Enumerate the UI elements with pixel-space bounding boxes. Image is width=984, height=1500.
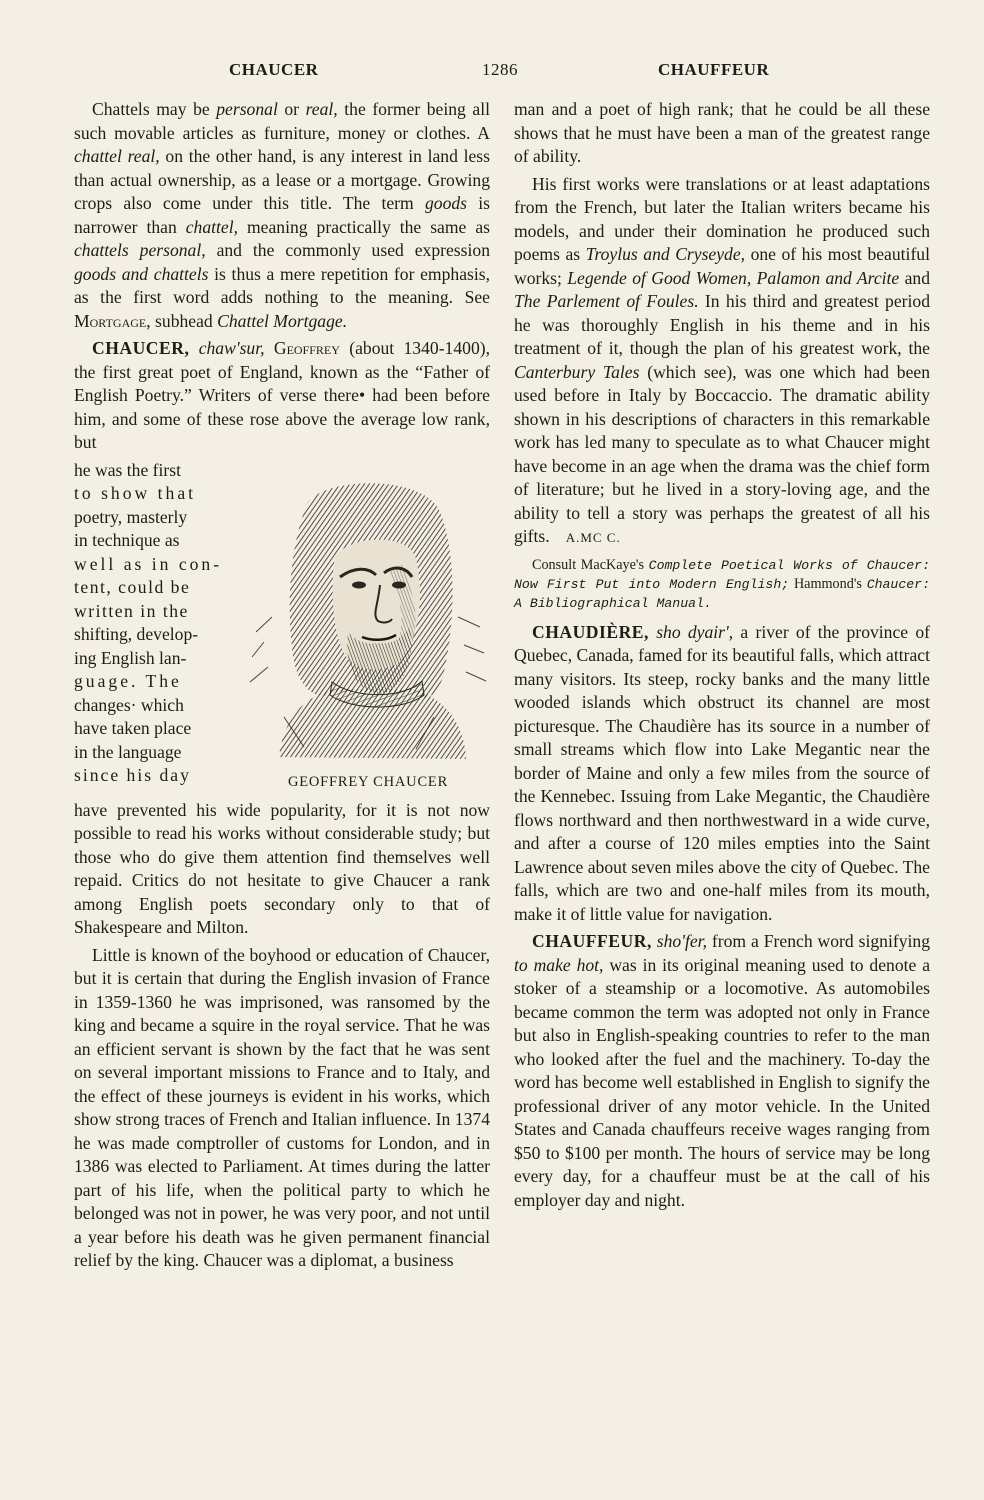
wrapped-text: he was the first to show that poetry, masterly in technique as well as in con- tent, could be written in the shifting, develop- ing English lan- guage. The changes· which have taken place in the language since his day (74, 459, 223, 785)
headword-chaudiere: CHAUDIÈRE, (532, 621, 649, 642)
header-right-guideword: CHAUFFEUR (658, 60, 770, 79)
chauffeur-entry: CHAUFFEUR, sho'fer, from a French word signifying to make hot, was in its original meaning used to denote a stoker of a steamship or a locomotive. As automobiles became common the term was adopted not only in France but also in English-speaking countries to refer to the man who looked after the fuel and the machinery. To-day the word has become well established in English to signify the professional driver of any motor vehicle. In the United States and Canada chauffeurs receive wages ranging from $50 to $100 per month. The hours of service may be long every day, for a chauffeur must be at the call of his employer day and night. (514, 931, 930, 1210)
headword-chauffeur: CHAUFFEUR, (532, 931, 652, 951)
chaucer-portrait-engraving (244, 467, 492, 767)
left-column (74, 98, 490, 1277)
page-number: 1286 (482, 60, 518, 79)
author-signature: A.MC C. (565, 530, 621, 545)
headword-chaucer: CHAUCER, (92, 338, 190, 358)
chaucer-entry-continuation: have prevented his wide popularity, for it is not now possible to read his works without considerable study; but those who do give them attention find themselves well repaid. Critics do not hesitate to give Chaucer a rank among English poets secondary only to that of Shakespeare and Milton. (74, 799, 490, 937)
consult-references: Consult MacKaye's Complete Poetical Works of Chaucer: Now First Put into Modern English; Hammond's Chaucer: A Bibliographical Manual. (514, 556, 931, 611)
chaucer-continuation-top: man and a poet of high rank; that he could be all these shows that he must have been a man of the greatest range of ability. (514, 99, 930, 166)
chaucer-portrait-figure (242, 463, 494, 799)
chaudiere-entry: CHAUDIÈRE, sho dyair', a river of the province of Quebec, Canada, famed for its beautiful falls, which attract many visitors. Its steep, rocky banks and the many little wooded islands which obstruct its channel are most picturesque. The Chaudière has its source in a number of small streams which flow into Lake Megantic near the border of Maine and only a few miles from the source of the Kennebec. Issuing from Lake Megantic, the Chaudière flows northward and then northwestward in a wide curve, and after a course of 120 miles empties into the Saint Lawrence about seven miles above the city of Quebec. The falls, which are two and one-half miles from its mouth, make it of little value for navigation. (514, 621, 930, 924)
right-column (514, 98, 930, 1216)
chaucer-entry-intro: CHAUCER, chaw'sur, Geoffrey (about 1340-1400), the first great poet of England, known as the “Father of English Poetry.” Writers of verse there• had been before him, and some of these rose above the average low rank, but (74, 338, 490, 452)
chattels-paragraph: Chattels may be personal or real, the former being all such movable articles as furniture, money or clothes. A chattel real, on the other hand, is any interest in land less than actual ownership, as a lease or a mortgage. Growing crops also come under this title. The term goods is narrower than chattel, meaning practically the same as chattels personal, and the commonly used expression goods and chattels is thus a mere repetition for emphasis, as the first word adds nothing to the meaning. See Mortgage, subhead Chattel Mortgage. (74, 99, 490, 331)
header-left-guideword: CHAUCER (229, 60, 319, 79)
chaucer-boyhood-paragraph: Little is known of the boyhood or education of Chaucer, but it is certain that during the English invasion of France in 1359-1360 he was imprisoned, was ransomed by the king and became a squire in the royal service. That he was an efficient servant is shown by the fact that he was sent on several important missions to France and to Italy, and the effect of these journeys is evident in his works, which show strong traces of French and Italian influence. In 1374 he was made comptroller of customs for London, and in 1386 was elected to Parliament. At times during the latter part of his life, when the political party to which he belonged was not in power, he was very poor, and not until a year before his death was he given permanent financial relief by the king. Chaucer was a diplomat, a business (74, 944, 490, 1270)
figure-caption: GEOFFREY CHAUCER (287, 773, 449, 790)
chaucer-works-paragraph: His first works were translations or at least adaptations from the French, but later the Italian writers became his models, and under their domination he produced such poems as Troylus and Cryseyde, one of his most beautiful works; Legende of Good Women, Palamon and Arcite and The Parlement of Foules. In his third and greatest period he was thoroughly English in his theme and in his treatment of it, though the plan of his greatest work, the Canterbury Tales (which see), was one which had been used before in Italy by Boccaccio. The dramatic ability shown in his descriptions of characters in this remarkable work has led many to speculate as to what Chaucer might have become in an age when the drama was the chief form of literature; but he lived in a story-loving age, and the ability to tell a story was perhaps the greatest of all his gifts. A.MC C. (514, 173, 930, 546)
